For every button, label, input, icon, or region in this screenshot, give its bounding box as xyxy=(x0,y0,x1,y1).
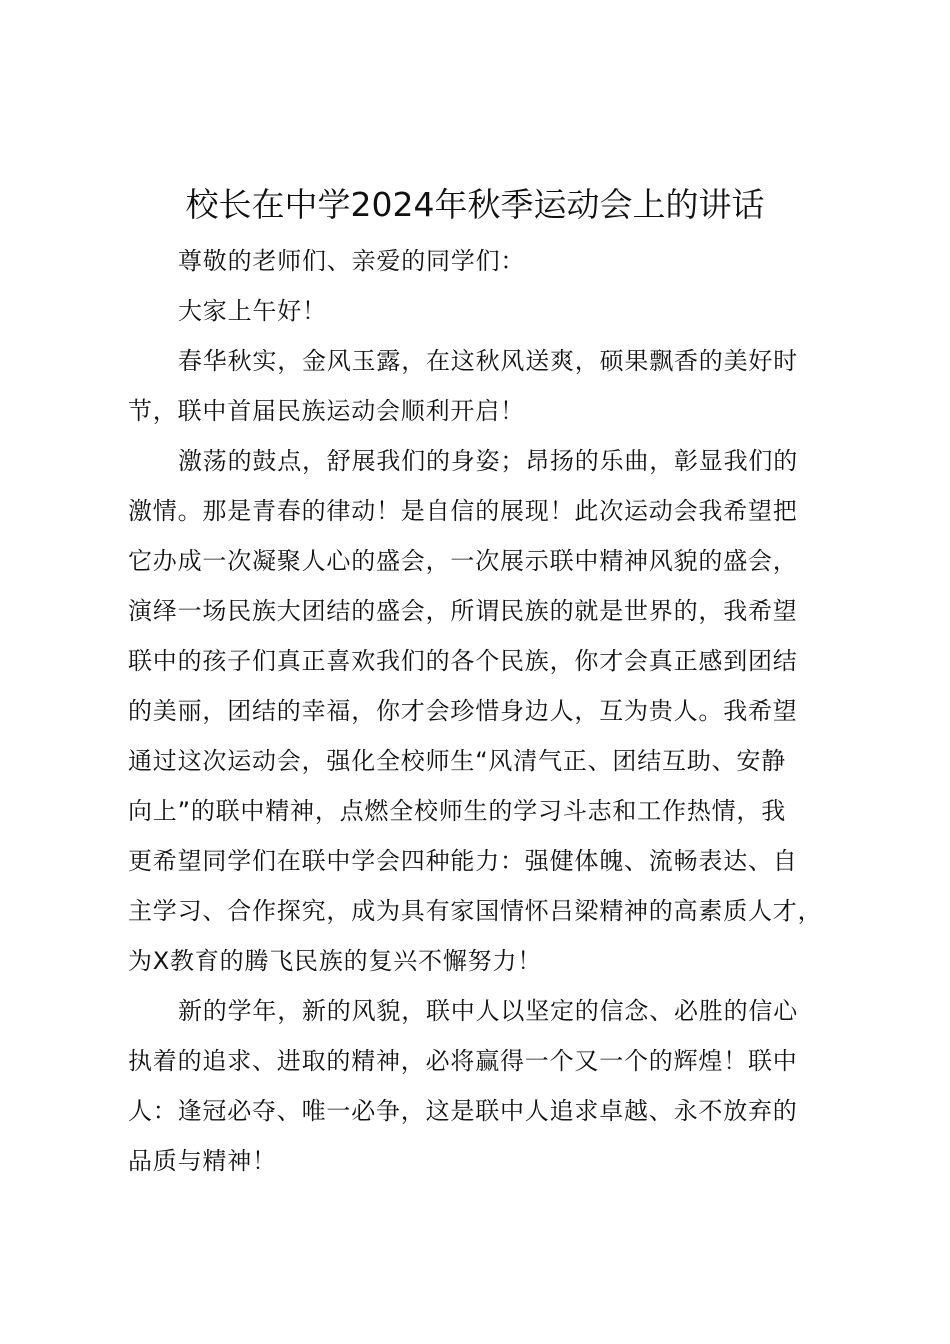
text-line: 尊敬的老师们、亲爱的同学们： xyxy=(178,247,526,275)
text-line: 更希望同学们在联中学会四种能力：强健体魄、流畅表达、自 xyxy=(128,847,798,875)
text-line: 品质与精神！ xyxy=(128,1147,277,1175)
text-line: 人：逢冠必夺、唯一必争，这是联中人追求卓越、永不放弃的 xyxy=(128,1097,798,1125)
text-line: 执着的追求、进取的精神，必将赢得一个又一个的辉煌！联中 xyxy=(128,1047,798,1075)
text-line: 新的学年，新的风貌，联中人以坚定的信念、必胜的信心 xyxy=(178,997,798,1025)
text-line: 激荡的鼓点，舒展我们的身姿；昂扬的乐曲，彰显我们的 xyxy=(178,447,798,475)
document-body xyxy=(128,236,833,1186)
text-line: 通过这次运动会，强化全校师生“风清气正、团结互助、安静 xyxy=(128,747,787,775)
text-line: 主学习、合作探究，成为具有家国情怀吕梁精神的高素质人才， xyxy=(128,897,823,925)
text-line: 联中的孩子们真正喜欢我们的各个民族，你才会真正感到团结 xyxy=(128,647,798,675)
text-line: 向上”的联中精神，点燃全校师生的学习斗志和工作热情，我 xyxy=(128,797,787,825)
text-line: 春华秋实，金风玉露，在这秋风送爽，硕果飘香的美好时 xyxy=(178,347,798,375)
document-title: 校长在中学2024年秋季运动会上的讲话 xyxy=(185,185,765,224)
text-line: 的美丽，团结的幸福，你才会珍惜身边人，互为贵人。我希望 xyxy=(128,697,798,725)
text-line: 节，联中首届民族运动会顺利开启！ xyxy=(128,397,525,425)
text-line: 为X教育的腾飞民族的复兴不懈努力！ xyxy=(128,947,543,975)
text-line: 它办成一次凝聚人心的盛会，一次展示联中精神风貌的盛会， xyxy=(128,547,798,575)
text-line: 演绎一场民族大团结的盛会，所谓民族的就是世界的，我希望 xyxy=(128,597,798,625)
text-line: 激情。那是青春的律动！是自信的展现！此次运动会我希望把 xyxy=(128,497,798,525)
text-line: 大家上午好！ xyxy=(178,297,327,325)
